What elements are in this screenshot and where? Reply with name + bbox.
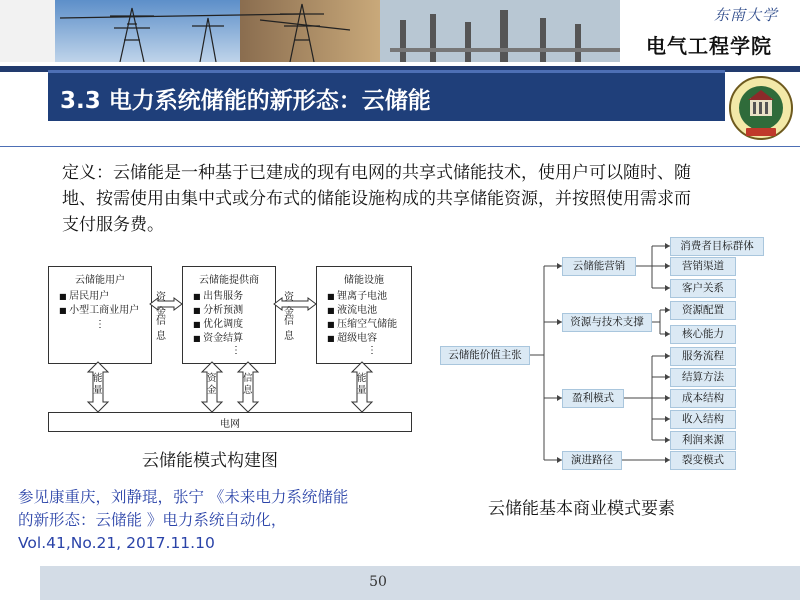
money-flow-label: 资金: [284, 292, 294, 318]
list-item: ⋮: [95, 319, 105, 330]
slide-title: 3.3 电力系统储能的新形态：云储能: [60, 88, 431, 114]
box-title: 储能设施: [344, 275, 384, 286]
tree-leaf-node: 营销渠道: [670, 257, 736, 276]
list-item: ■ 超级电容: [327, 332, 411, 346]
list-item: ■ 出售服务: [193, 290, 275, 304]
energy-label: 能量: [357, 373, 367, 396]
grid-label: 电网: [220, 419, 240, 430]
energy-label: 能量: [93, 373, 103, 396]
university-name: 东南大学: [713, 6, 778, 24]
box-title: 云储能用户: [75, 275, 125, 286]
info-flow-label: 信息: [284, 316, 294, 342]
info-flow-label: 信息: [156, 316, 166, 342]
box-title: 云储能提供商: [199, 275, 259, 286]
list-item: ■ 优化调度: [193, 318, 275, 332]
tree-root-node: 云储能价值主张: [440, 346, 530, 365]
info-label: 信息: [243, 373, 253, 396]
tree-leaf-node: 核心能力: [670, 325, 736, 344]
list-item: ■ 锂离子电池: [327, 290, 411, 304]
page-number: 50: [369, 574, 387, 590]
citation-line: 的新形态：云储能 》电力系统自动化，: [18, 511, 287, 529]
right-diagram-caption: 云储能基本商业模式要素: [488, 499, 675, 519]
left-diagram-caption: 云储能模式构建图: [142, 451, 278, 471]
tree-branch-node: 资源与技术支撑: [562, 313, 652, 332]
list-item: ■ 资金结算: [193, 332, 275, 346]
tree-branch-node: 盈利模式: [562, 389, 624, 408]
tree-leaf-node: 成本结构: [670, 389, 736, 408]
school-name: 电气工程学院: [646, 34, 772, 58]
money-label: 资金: [207, 373, 217, 396]
tree-leaf-node: 利润来源: [670, 431, 736, 450]
tree-leaf-node: 客户关系: [670, 279, 736, 298]
definition-paragraph: 定义：云储能是一种基于已建成的现有电网的共享式储能技术，使用户可以随时、随地、按需使用由集中式或分布式的储能设施构成的共享储能资源，并按照使用需求而支付服务费。: [62, 163, 691, 235]
list-item: ■ 分析预测: [193, 304, 275, 318]
list-item: ■ 压缩空气储能: [327, 318, 411, 332]
citation-line: 参见康重庆，刘静琨，张宁 《未来电力系统储能: [18, 488, 349, 506]
money-flow-label: 资金: [156, 292, 166, 318]
tree-leaf-node: 消费者目标群体: [670, 237, 764, 256]
tree-leaf-node: 裂变模式: [670, 451, 736, 470]
list-item: ■ 居民用户: [59, 290, 151, 304]
list-item: ⋮: [231, 345, 241, 356]
tree-leaf-node: 资源配置: [670, 301, 736, 320]
list-item: ■ 液流电池: [327, 304, 411, 318]
tree-leaf-node: 结算方法: [670, 368, 736, 387]
tree-leaf-node: 收入结构: [670, 410, 736, 429]
tree-branch-node: 云储能营销: [562, 257, 636, 276]
list-item: ■ 小型工商业用户: [59, 304, 151, 318]
citation-line: Vol.41,No.21, 2017.11.10: [18, 534, 215, 552]
tree-leaf-node: 服务流程: [670, 347, 736, 366]
citation: [18, 486, 468, 555]
tree-branch-node: 演进路径: [562, 451, 622, 470]
list-item: ⋮: [367, 345, 377, 356]
